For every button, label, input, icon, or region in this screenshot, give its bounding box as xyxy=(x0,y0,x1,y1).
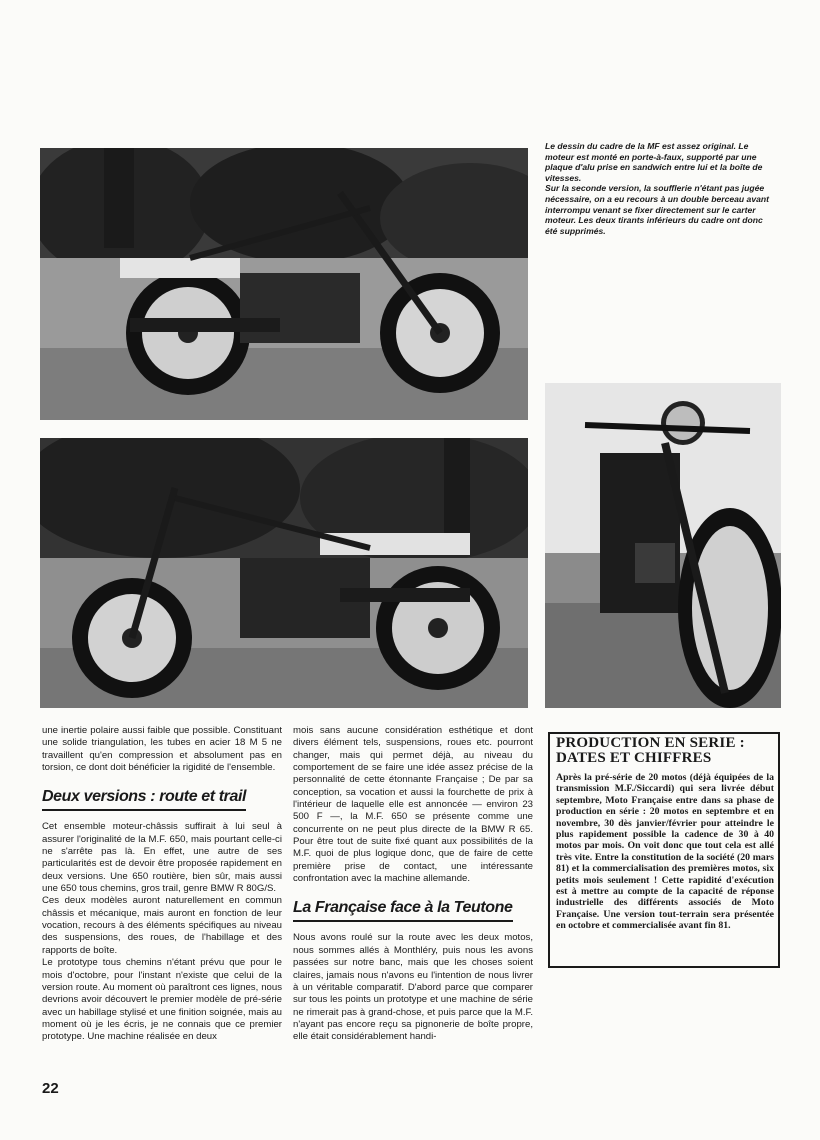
paragraph: Ces deux modèles auront naturellement en commun châssis et mécanique, mais auront en fonction de leur vocation, recours à des éléments spécifiques au niveau des suspensions, des roues, de l'habillage et des rapports de boîte. xyxy=(42,895,282,956)
caption-line: Sur la seconde version, la soufflerie n'étant pas jugée nécessaire, on a eu recours à un double berceau avant interrompu venant se fixer directement sur le carter moteur. Les deux tirants inférieurs du cadre ont donc été supprimés. xyxy=(545,183,769,236)
paragraph: mois sans aucune considération esthétique et dont divers élément tels, suspensions, roues etc. pourront changer, mais qui permet déjà, au niveau du comportement de se faire une idée assez précise de la personnalité de cette étonnante Française ; De par sa conception, sa vocation et aussi la fourchette de prix à l'intérieur de laquelle elle est annoncée — environ 23 500 F —, la M.F. 650 se présente comme une concurrente on ne peut plus directe de la BMW R 65. Pour être tout de suite fixé quant aux possibilités de la M.F. quoi de plus logique donc, que de faire de cette première prise de contact, une intéressante confrontation avec la machine allemande. xyxy=(293,725,533,885)
photo-caption xyxy=(545,141,777,236)
article-column-left xyxy=(42,725,282,1044)
section-heading: Deux versions : route et trail xyxy=(42,788,246,811)
article-column-middle xyxy=(293,725,533,1044)
section-heading: La Française face à la Teutone xyxy=(293,899,513,922)
paragraph: Le prototype tous chemins n'étant prévu que pour le mois d'octobre, pour l'instant n'existe que celui de la version route. Au moment où paraîtront ces lignes, nous devrions avoir découvert le premier modèle de pré-série avec un habillage stylisé et une finition soignée, mais au moment où je les écris, je ne connais que ce premier prototype. Une machine réalisée en deux xyxy=(42,957,282,1043)
production-sidebar-box xyxy=(548,732,780,968)
photo-motorcycle-front xyxy=(545,383,781,708)
caption-line: Le dessin du cadre de la MF est assez original. Le moteur est monté en porte-à-faux, supporté par une plaque d'alu prise en sandwich entre lui et la boîte de vitesses. xyxy=(545,141,763,183)
paragraph: une inertie polaire aussi faible que possible. Constituant une solide triangulation, les tubes en acier 18 M 5 ne travaillent qu'en compression et absolument pas en torsion, ce dont doit bénéficier la rigidité de l'ensemble. xyxy=(42,725,282,774)
sidebar-title: PRODUCTION EN SERIE : DATES ET CHIFFRES xyxy=(556,735,745,766)
sidebar-body: Après la pré-série de 20 motos (déjà équipées de la transmission M.F./Siccardi) qui sera livrée début septembre, Moto Française entre dans sa phase de production en série : 20 motos en septembre et en novembre, 30 dès janvier/février pour atteindre le plus rapidement possible la cadence de 30 à 40 motos par mois. On voit donc que tout cela est allé très vite. Entre la constitution de la société (20 mars 81) et la commercialisation des premières motos, six petits mois seulement ! Cette rapidité d'exécution est à mettre au compte de la capacité de réponse industrielle des différents associés de Moto Française. Une version tout-terrain sera présentée en octobre et commercialisée avant fin 81. xyxy=(556,772,774,932)
paragraph: Nous avons roulé sur la route avec les deux motos, nous sommes allés à Monthléry, puis nous les avons passées sur notre banc, mais que les choses soient claires, jamais nous n'avons eu l'intention de nous livrer à un véritable comparatif. D'abord parce que comparer sur tous les points un prototype et une machine de série ne rimerait pas à grand-chose, et puis parce que la M.F. n'ayant pas encore reçu sa pignonerie de boîte propre, elle était considérablement handi- xyxy=(293,932,533,1043)
paragraph: Cet ensemble moteur-châssis suffirait à lui seul à assurer l'originalité de la M.F. 650, mais pourtant celle-ci ne s'arrête pas là. En effet, une autre de ses particularités est de devoir être proposée rapidement en deux versions. Une 650 routière, bien sûr, mais aussi une 650 tous chemins, gros trail, genre BMW R 80G/S. xyxy=(42,821,282,895)
photo-motorcycle-side-left xyxy=(40,438,528,708)
photo-motorcycle-side-right xyxy=(40,148,528,420)
page-number: 22 xyxy=(42,1080,59,1097)
